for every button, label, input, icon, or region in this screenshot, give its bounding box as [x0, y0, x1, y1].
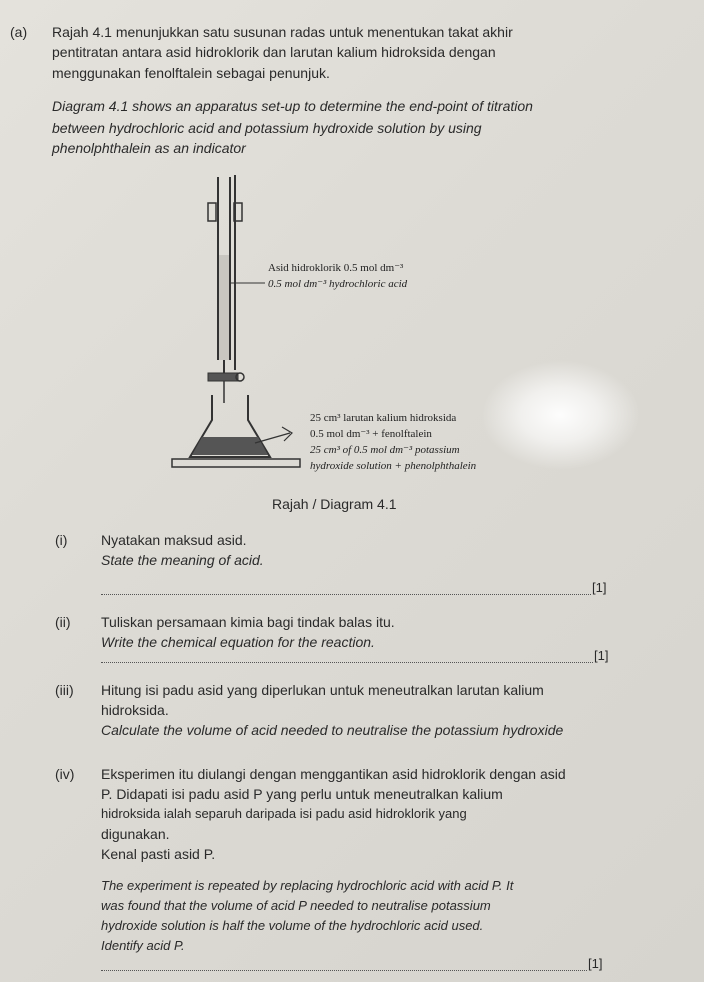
- intro-english-line-3: phenolphthalein as an indicator: [52, 140, 246, 156]
- flask-solution: [192, 437, 268, 455]
- q4-english-line-1: The experiment is repeated by replacing hydrochloric acid with acid P. It: [101, 878, 514, 893]
- q1-malay: Nyatakan maksud asid.: [101, 532, 247, 548]
- q3-number: (iii): [55, 682, 74, 698]
- q4-malay-line-3: hidroksida ialah separuh daripada isi padu asid hidroklorik yang: [101, 806, 467, 821]
- q1-answer-line[interactable]: [101, 594, 591, 595]
- burette-label-malay: Asid hidroklorik 0.5 mol dm⁻³: [268, 262, 404, 274]
- burette-acid-fill: [219, 255, 229, 360]
- screen-glare: [480, 360, 640, 470]
- q4-malay-line-5: Kenal pasti asid P.: [101, 846, 216, 862]
- q4-english-line-4: Identify acid P.: [101, 938, 185, 953]
- q4-answer-line[interactable]: [101, 970, 587, 971]
- intro-english-line-2: between hydrochloric acid and potassium hydroxide solution by using: [52, 120, 482, 136]
- intro-malay-line-3: menggunakan fenolftalein sebagai penunjuk.: [52, 65, 330, 81]
- flask-label-line-1: 25 cm³ larutan kalium hidroksida: [310, 412, 457, 424]
- q4-number: (iv): [55, 766, 75, 782]
- q4-malay-line-1: Eksperimen itu diulangi dengan menggantikan asid hidroklorik dengan asid: [101, 766, 566, 782]
- q3-english: Calculate the volume of acid needed to neutralise the potassium hydroxide: [101, 722, 564, 738]
- q2-marks: [1]: [594, 648, 609, 663]
- diagram-caption: Rajah / Diagram 4.1: [272, 496, 397, 512]
- q4-marks: [1]: [588, 956, 603, 971]
- intro-malay-line-2: pentitratan antara asid hidroklorik dan larutan kalium hidroksida dengan: [52, 44, 496, 60]
- q2-answer-line[interactable]: [101, 662, 593, 663]
- q4-malay-line-4: digunakan.: [101, 826, 170, 842]
- q1-number: (i): [55, 532, 68, 548]
- burette-clamp-left: [208, 203, 216, 221]
- burette-tap: [208, 373, 238, 381]
- q4-malay-line-2: P. Didapati isi padu asid P yang perlu untuk meneutralkan kalium: [101, 786, 503, 802]
- flask-label-line-4: hydroxide solution + phenolphthalein: [310, 460, 477, 472]
- flask-label-line-3: 25 cm³ of 0.5 mol dm⁻³ potassium: [310, 444, 460, 456]
- q2-english: Write the chemical equation for the reaction.: [101, 634, 375, 650]
- retort-stand-base: [172, 459, 300, 467]
- q1-english: State the meaning of acid.: [101, 552, 264, 568]
- q1-marks: [1]: [592, 580, 607, 595]
- burette-label-english: 0.5 mol dm⁻³ hydrochloric acid: [268, 278, 408, 290]
- intro-english-line-1: Diagram 4.1 shows an apparatus set-up to determine the end-point of titration: [52, 98, 533, 114]
- part-a-label: (a): [10, 24, 28, 40]
- flask-label-line-2: 0.5 mol dm⁻³ + fenolftalein: [310, 428, 432, 440]
- q3-malay-line-2: hidroksida.: [101, 702, 169, 718]
- intro-malay-line-1: Rajah 4.1 menunjukkan satu susunan radas untuk menentukan takat akhir: [52, 24, 513, 40]
- q4-english-line-2: was found that the volume of acid P needed to neutralise potassium: [101, 898, 491, 913]
- q2-number: (ii): [55, 614, 71, 630]
- q3-malay-line-1: Hitung isi padu asid yang diperlukan untuk meneutralkan larutan kalium: [101, 682, 544, 698]
- q2-malay: Tuliskan persamaan kimia bagi tindak balas itu.: [101, 614, 395, 630]
- q4-english-line-3: hydroxide solution is half the volume of the hydrochloric acid used.: [101, 918, 484, 933]
